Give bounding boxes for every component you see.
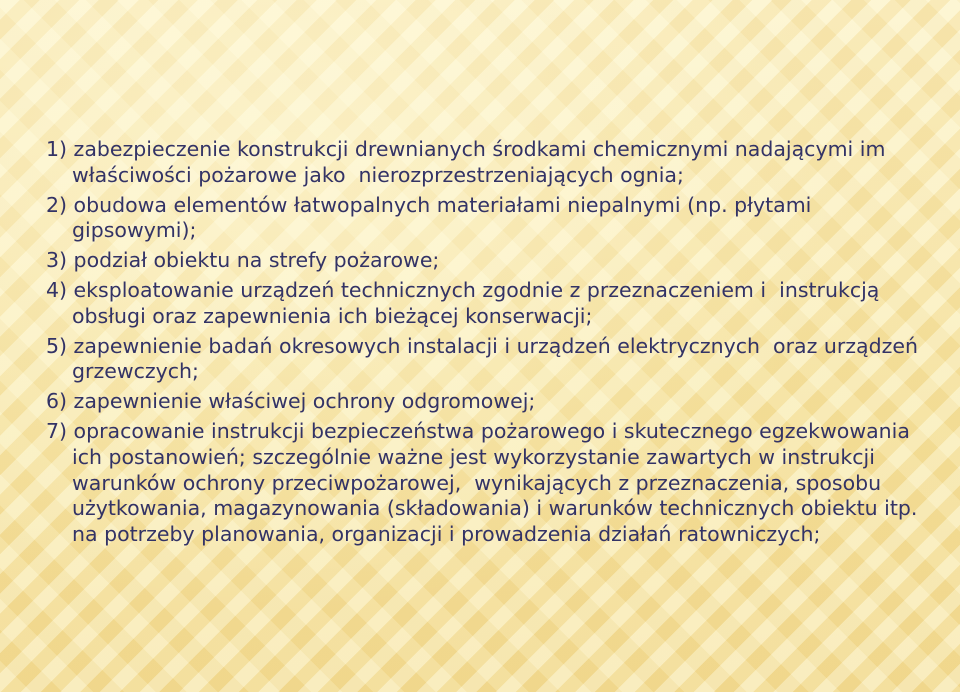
list-item-5 [46,334,936,386]
list-item-text: 4) eksploatowanie urządzeń technicznych zgodnie z przeznaczeniem i instrukcją obsługi oraz zapewnienia ich bieżącej konserwacji; [46,277,886,328]
list-item-4 [46,278,936,330]
list-item-text: 2) obudowa elementów łatwopalnych materiałami niepalnymi (np. płytami gipsowymi); [46,192,818,243]
list-item-3 [46,248,936,274]
list-item-1 [46,137,936,189]
list-item-2 [46,193,936,245]
list-item-7 [46,419,936,548]
list-item-text: 3) podział obiektu na strefy pożarowe; [46,248,440,273]
list-item-text: 7) opracowanie instrukcji bezpieczeństwa pożarowego i skutecznego egzekwowania ich postanowień; szczególnie ważne jest wykorzystanie zawartych w instrukcji warunków ochrony przeciwpożarowej, wynikających z przeznaczenia, sposobu użytkowania, magazynowania (składowania) i warunków technicznych obiektu itp. na potrzeby planowania, organizacji i prowadzenia działań ratowniczych; [46,418,924,547]
list-item-6 [46,389,936,415]
list-item-text: 5) zapewnienie badań okresowych instalacji i urządzeń elektrycznych oraz urządzeń grzewczych; [46,333,925,384]
list-item-text: 1) zabezpieczenie konstrukcji drewnianych środkami chemicznymi nadającymi im właściwości pożarowe jako nierozprzestrzeniających ognia; [46,137,892,187]
list-item-text: 6) zapewnienie właściwej ochrony odgromowej; [46,389,536,414]
fire-protection-list [46,137,936,552]
